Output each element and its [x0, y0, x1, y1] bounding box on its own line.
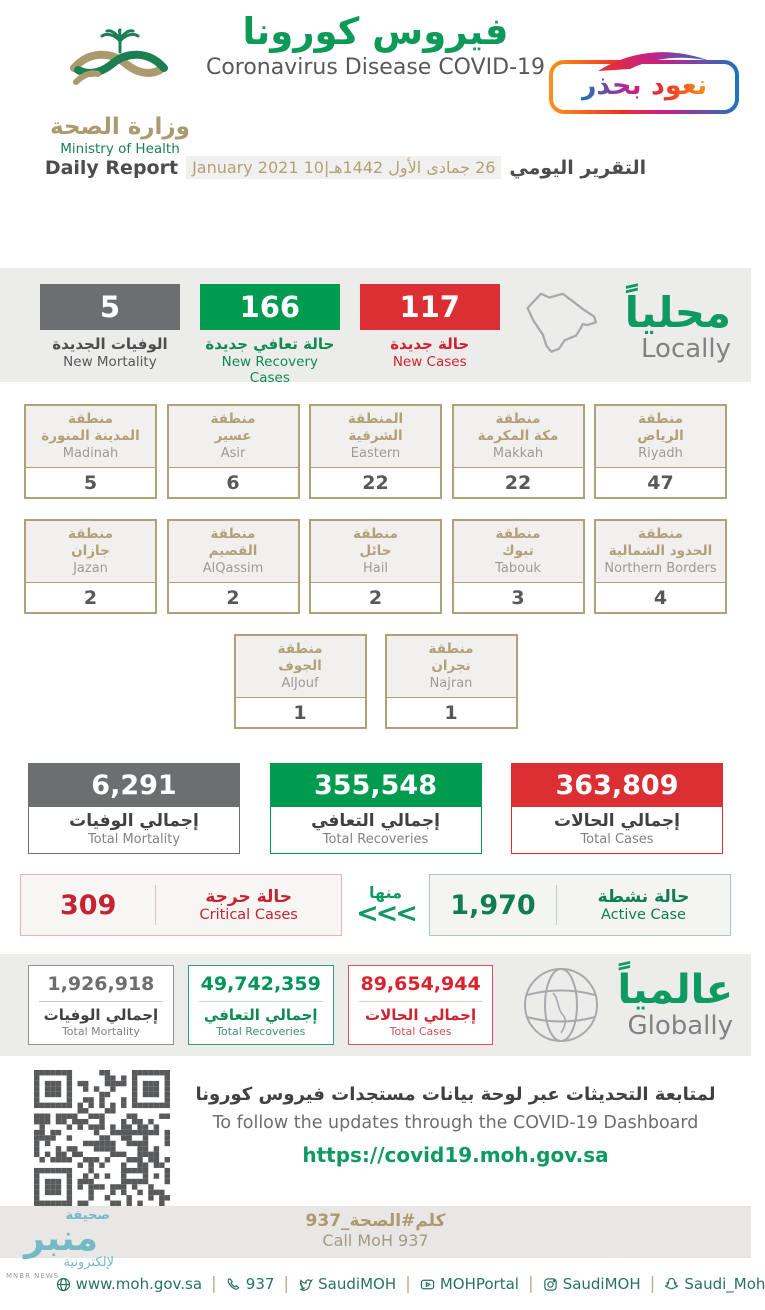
- region-hail: [309, 519, 442, 614]
- region-ar-line1: منطقة: [638, 411, 683, 427]
- report-label-english: Daily Report: [44, 156, 179, 179]
- mnbr-news-watermark: [6, 1208, 116, 1280]
- total-cases-label-en: Total Cases: [580, 832, 654, 847]
- region-asir: [167, 404, 300, 499]
- new-cases-label-ar: حالة جديدة: [390, 335, 470, 353]
- region-name-en: Northern Borders: [604, 560, 717, 576]
- totals-row: [0, 749, 751, 854]
- new-recoveries-label-ar: حالة تعافي جديدة: [205, 335, 335, 353]
- region-name-en: Riyadh: [638, 445, 683, 461]
- region-aljouf: [234, 634, 367, 729]
- region-ar-line2: نجران: [431, 657, 471, 674]
- new-mortality-label-en: New Mortality: [63, 354, 157, 370]
- new-recoveries-label-en: New Recovery Cases: [221, 354, 318, 386]
- globally-heading-ar: عالمياً: [617, 967, 734, 1013]
- region-ar-line2: الحدود الشمالية: [608, 542, 713, 559]
- divider: |: [405, 1274, 411, 1294]
- total-recoveries-value: 355,548: [270, 763, 482, 807]
- region-name-en: Hail: [363, 560, 388, 576]
- region-ar-line2: الجوف: [278, 657, 322, 674]
- region-name-en: Jazan: [73, 560, 108, 576]
- qr-code: [34, 1070, 170, 1206]
- region-ar-line1: منطقة: [210, 526, 256, 542]
- twitter-label: SaudiMOH: [318, 1275, 397, 1293]
- region-name-en: Madinah: [62, 445, 119, 461]
- watermark-bottom-ar: لإلكترونية: [63, 1255, 114, 1270]
- region-ar-line1: منطقة: [210, 411, 256, 427]
- region-ar-line1: منطقة: [353, 526, 398, 542]
- badge-swoosh-icon: [594, 47, 714, 73]
- ministry-name-arabic: وزارة الصحة: [50, 114, 190, 140]
- locally-heading-ar: محلياً: [624, 287, 732, 337]
- divider: [39, 1001, 163, 1002]
- critical-cases-label-en: Critical Cases: [199, 907, 298, 923]
- region-value: 6: [226, 471, 240, 494]
- new-cases-stat: [360, 284, 500, 370]
- new-cases-label-en: New Cases: [392, 354, 467, 370]
- page-title-arabic: فيروس كورونا: [242, 10, 509, 53]
- region-ar-line1: منطقة: [495, 526, 541, 542]
- watermark-name-ar: منبر: [23, 1217, 99, 1259]
- region-value: 4: [653, 586, 668, 609]
- twitter-link[interactable]: [298, 1275, 396, 1293]
- new-cases-value: 117: [360, 284, 500, 330]
- divider: |: [527, 1274, 534, 1294]
- global-recoveries-label-ar: إجمالي التعافي: [203, 1006, 318, 1024]
- region-eastern: [309, 404, 442, 499]
- header: [0, 10, 751, 268]
- snapchat-icon: [664, 1277, 679, 1292]
- region-name-en: AlJouf: [281, 675, 319, 691]
- total-recoveries-label-en: Total Recoveries: [322, 832, 429, 847]
- region-ar-line1: منطقة: [638, 526, 683, 542]
- phone-icon: [226, 1277, 241, 1292]
- return-with-caution-badge: [549, 60, 739, 114]
- region-value: 1: [444, 701, 458, 724]
- total-cases-value: 363,809: [511, 763, 723, 807]
- region-najran: [385, 634, 518, 729]
- phone-label: 937: [245, 1275, 275, 1293]
- call-label-en: Call MoH 937: [322, 1231, 429, 1250]
- of-which-label-ar: منها: [368, 883, 402, 903]
- instagram-link[interactable]: [543, 1275, 641, 1293]
- region-ar-line2: تبوك: [502, 542, 534, 559]
- region-ar-line2: المدينة المنورة: [41, 427, 140, 444]
- total-mortality-label-ar: إجمالي الوفيات: [69, 811, 199, 831]
- region-ar-line1: منطقة: [68, 411, 113, 427]
- report-label-arabic: التقرير اليومي: [509, 156, 647, 179]
- divider: [359, 1001, 483, 1002]
- locally-heading-en: Locally: [641, 334, 732, 365]
- region-tabouk: [452, 519, 585, 614]
- region-riyadh: [594, 404, 727, 499]
- global-cases-label-en: Total Cases: [389, 1025, 452, 1038]
- divider: |: [211, 1274, 217, 1294]
- global-cases-value: 89,654,944: [360, 973, 481, 995]
- phone-link[interactable]: [226, 1275, 275, 1293]
- active-cases-label-en: Active Case: [601, 907, 686, 923]
- dashboard-section: [0, 1056, 751, 1206]
- global-cases-label-ar: إجمالي الحالات: [365, 1006, 477, 1024]
- divider: |: [649, 1274, 656, 1294]
- dashboard-line-ar: لمتابعة التحديثات عبر لوحة بيانات مستجدات فيروس كورونا: [195, 1084, 716, 1105]
- youtube-icon: [420, 1277, 435, 1292]
- region-ar-line2: الرياض: [637, 427, 684, 444]
- regions-row-3: [24, 634, 727, 729]
- region-name-en: Asir: [220, 445, 246, 461]
- snapchat-label: Saudi_Moh: [684, 1275, 765, 1293]
- region-value: 5: [83, 471, 98, 494]
- region-ar-line1: المنطقة: [347, 411, 404, 427]
- region-ar-line2: جازان: [71, 542, 110, 559]
- status-row: [0, 854, 751, 936]
- region-makkah: [452, 404, 585, 499]
- saudi-arabia-map-icon: [520, 284, 615, 370]
- ministry-of-health-logo: [36, 30, 204, 157]
- region-ar-line1: منطقة: [428, 641, 474, 657]
- divider: [199, 1001, 323, 1002]
- new-recoveries-value: 166: [200, 284, 340, 330]
- active-cases-box: [429, 874, 731, 936]
- total-cases-box: [511, 763, 723, 854]
- region-madinah: [24, 404, 157, 499]
- badge-text: نعود بحذر: [580, 70, 708, 101]
- locally-section: [0, 268, 751, 386]
- globally-section: [0, 954, 751, 1056]
- region-northern-borders: [594, 519, 727, 614]
- regions-row-2: [24, 519, 727, 614]
- region-ar-line2: القصيم: [208, 542, 258, 559]
- new-mortality-stat: [40, 284, 180, 370]
- region-name-en: Eastern: [350, 445, 401, 461]
- new-mortality-value: 5: [40, 284, 180, 330]
- critical-cases-value: 309: [60, 889, 117, 921]
- critical-cases-box: [20, 874, 342, 936]
- region-ar-line2: حائل: [359, 542, 392, 559]
- active-cases-value: 1,970: [450, 889, 536, 921]
- global-cases-box: [348, 965, 494, 1045]
- region-jazan: [24, 519, 157, 614]
- region-name-en: Najran: [429, 675, 473, 691]
- snapchat-link[interactable]: [664, 1275, 765, 1293]
- region-ar-line1: منطقة: [68, 526, 113, 542]
- daily-report-poster: [0, 10, 765, 1294]
- watermark-top-ar: صحيفة: [65, 1207, 110, 1223]
- twitter-icon: [298, 1277, 313, 1292]
- youtube-link[interactable]: [420, 1275, 519, 1293]
- website-label: www.moh.gov.sa: [75, 1275, 203, 1293]
- dashboard-line-en: To follow the updates through the COVID-19 Dashboard: [212, 1113, 699, 1133]
- palm-and-swords-icon: [60, 30, 180, 108]
- page-title-english: Coronavirus Disease COVID-19: [205, 55, 546, 80]
- regions-grid: [0, 382, 751, 729]
- dashboard-url-link[interactable]: https://covid19.moh.gov.sa: [302, 1143, 609, 1167]
- globally-heading-en: Globally: [627, 1011, 734, 1041]
- region-value: 47: [647, 471, 674, 494]
- instagram-label: SaudiMOH: [562, 1275, 641, 1293]
- global-recoveries-box: [188, 965, 334, 1045]
- region-value: 22: [362, 471, 389, 494]
- region-ar-line2: مكة المكرمة: [477, 427, 559, 444]
- active-cases-label-ar: حالة نشطة: [597, 887, 690, 907]
- call-hashtag-ar: كلم#الصحة_937: [305, 1211, 446, 1231]
- global-mortality-value: 1,926,918: [47, 973, 155, 995]
- instagram-icon: [543, 1277, 558, 1292]
- critical-cases-label-ar: حالة حرجة: [205, 887, 293, 907]
- region-value: 2: [83, 586, 98, 609]
- global-recoveries-label-en: Total Recoveries: [216, 1025, 306, 1038]
- total-recoveries-label-ar: إجمالي التعافي: [311, 811, 440, 831]
- total-recoveries-box: [270, 763, 482, 854]
- left-arrows-icon: <<<: [356, 898, 415, 930]
- of-which-indicator: [352, 883, 419, 930]
- watermark-sub-en: MNBR NEWS: [6, 1272, 60, 1280]
- region-value: 3: [511, 586, 525, 609]
- region-value: 2: [226, 586, 240, 609]
- total-mortality-value: 6,291: [28, 763, 240, 807]
- region-name-en: Makkah: [492, 445, 544, 461]
- region-ar-line1: منطقة: [495, 411, 541, 427]
- new-mortality-label-ar: الوفيات الجديدة: [52, 335, 168, 353]
- new-recoveries-stat: [200, 284, 340, 386]
- regions-row-1: [24, 404, 727, 499]
- region-value: 22: [504, 471, 532, 494]
- region-ar-line2: الشرقية: [348, 427, 403, 444]
- report-date-row: [0, 156, 751, 179]
- ministry-name-english: Ministry of Health: [60, 141, 180, 157]
- region-name-en: AlQassim: [202, 560, 264, 576]
- global-recoveries-value: 49,742,359: [200, 973, 321, 995]
- youtube-label: MOHPortal: [439, 1275, 519, 1293]
- report-date: 26 جمادى الأول 1442هـ|10 January 2021: [186, 156, 501, 179]
- total-cases-label-ar: إجمالي الحالات: [554, 811, 680, 831]
- total-mortality-label-en: Total Mortality: [87, 832, 181, 847]
- global-mortality-box: [28, 965, 174, 1045]
- globe-icon: [519, 963, 603, 1047]
- total-mortality-box: [28, 763, 240, 854]
- region-ar-line2: عسير: [214, 427, 252, 444]
- region-value: 1: [293, 701, 307, 724]
- global-mortality-label-ar: إجمالي الوفيات: [43, 1006, 159, 1024]
- global-mortality-label-en: Total Mortality: [61, 1025, 140, 1038]
- region-name-en: Tabouk: [495, 560, 541, 576]
- region-alqassim: [167, 519, 300, 614]
- divider: |: [283, 1274, 290, 1294]
- region-ar-line1: منطقة: [277, 641, 323, 657]
- region-value: 2: [368, 586, 383, 609]
